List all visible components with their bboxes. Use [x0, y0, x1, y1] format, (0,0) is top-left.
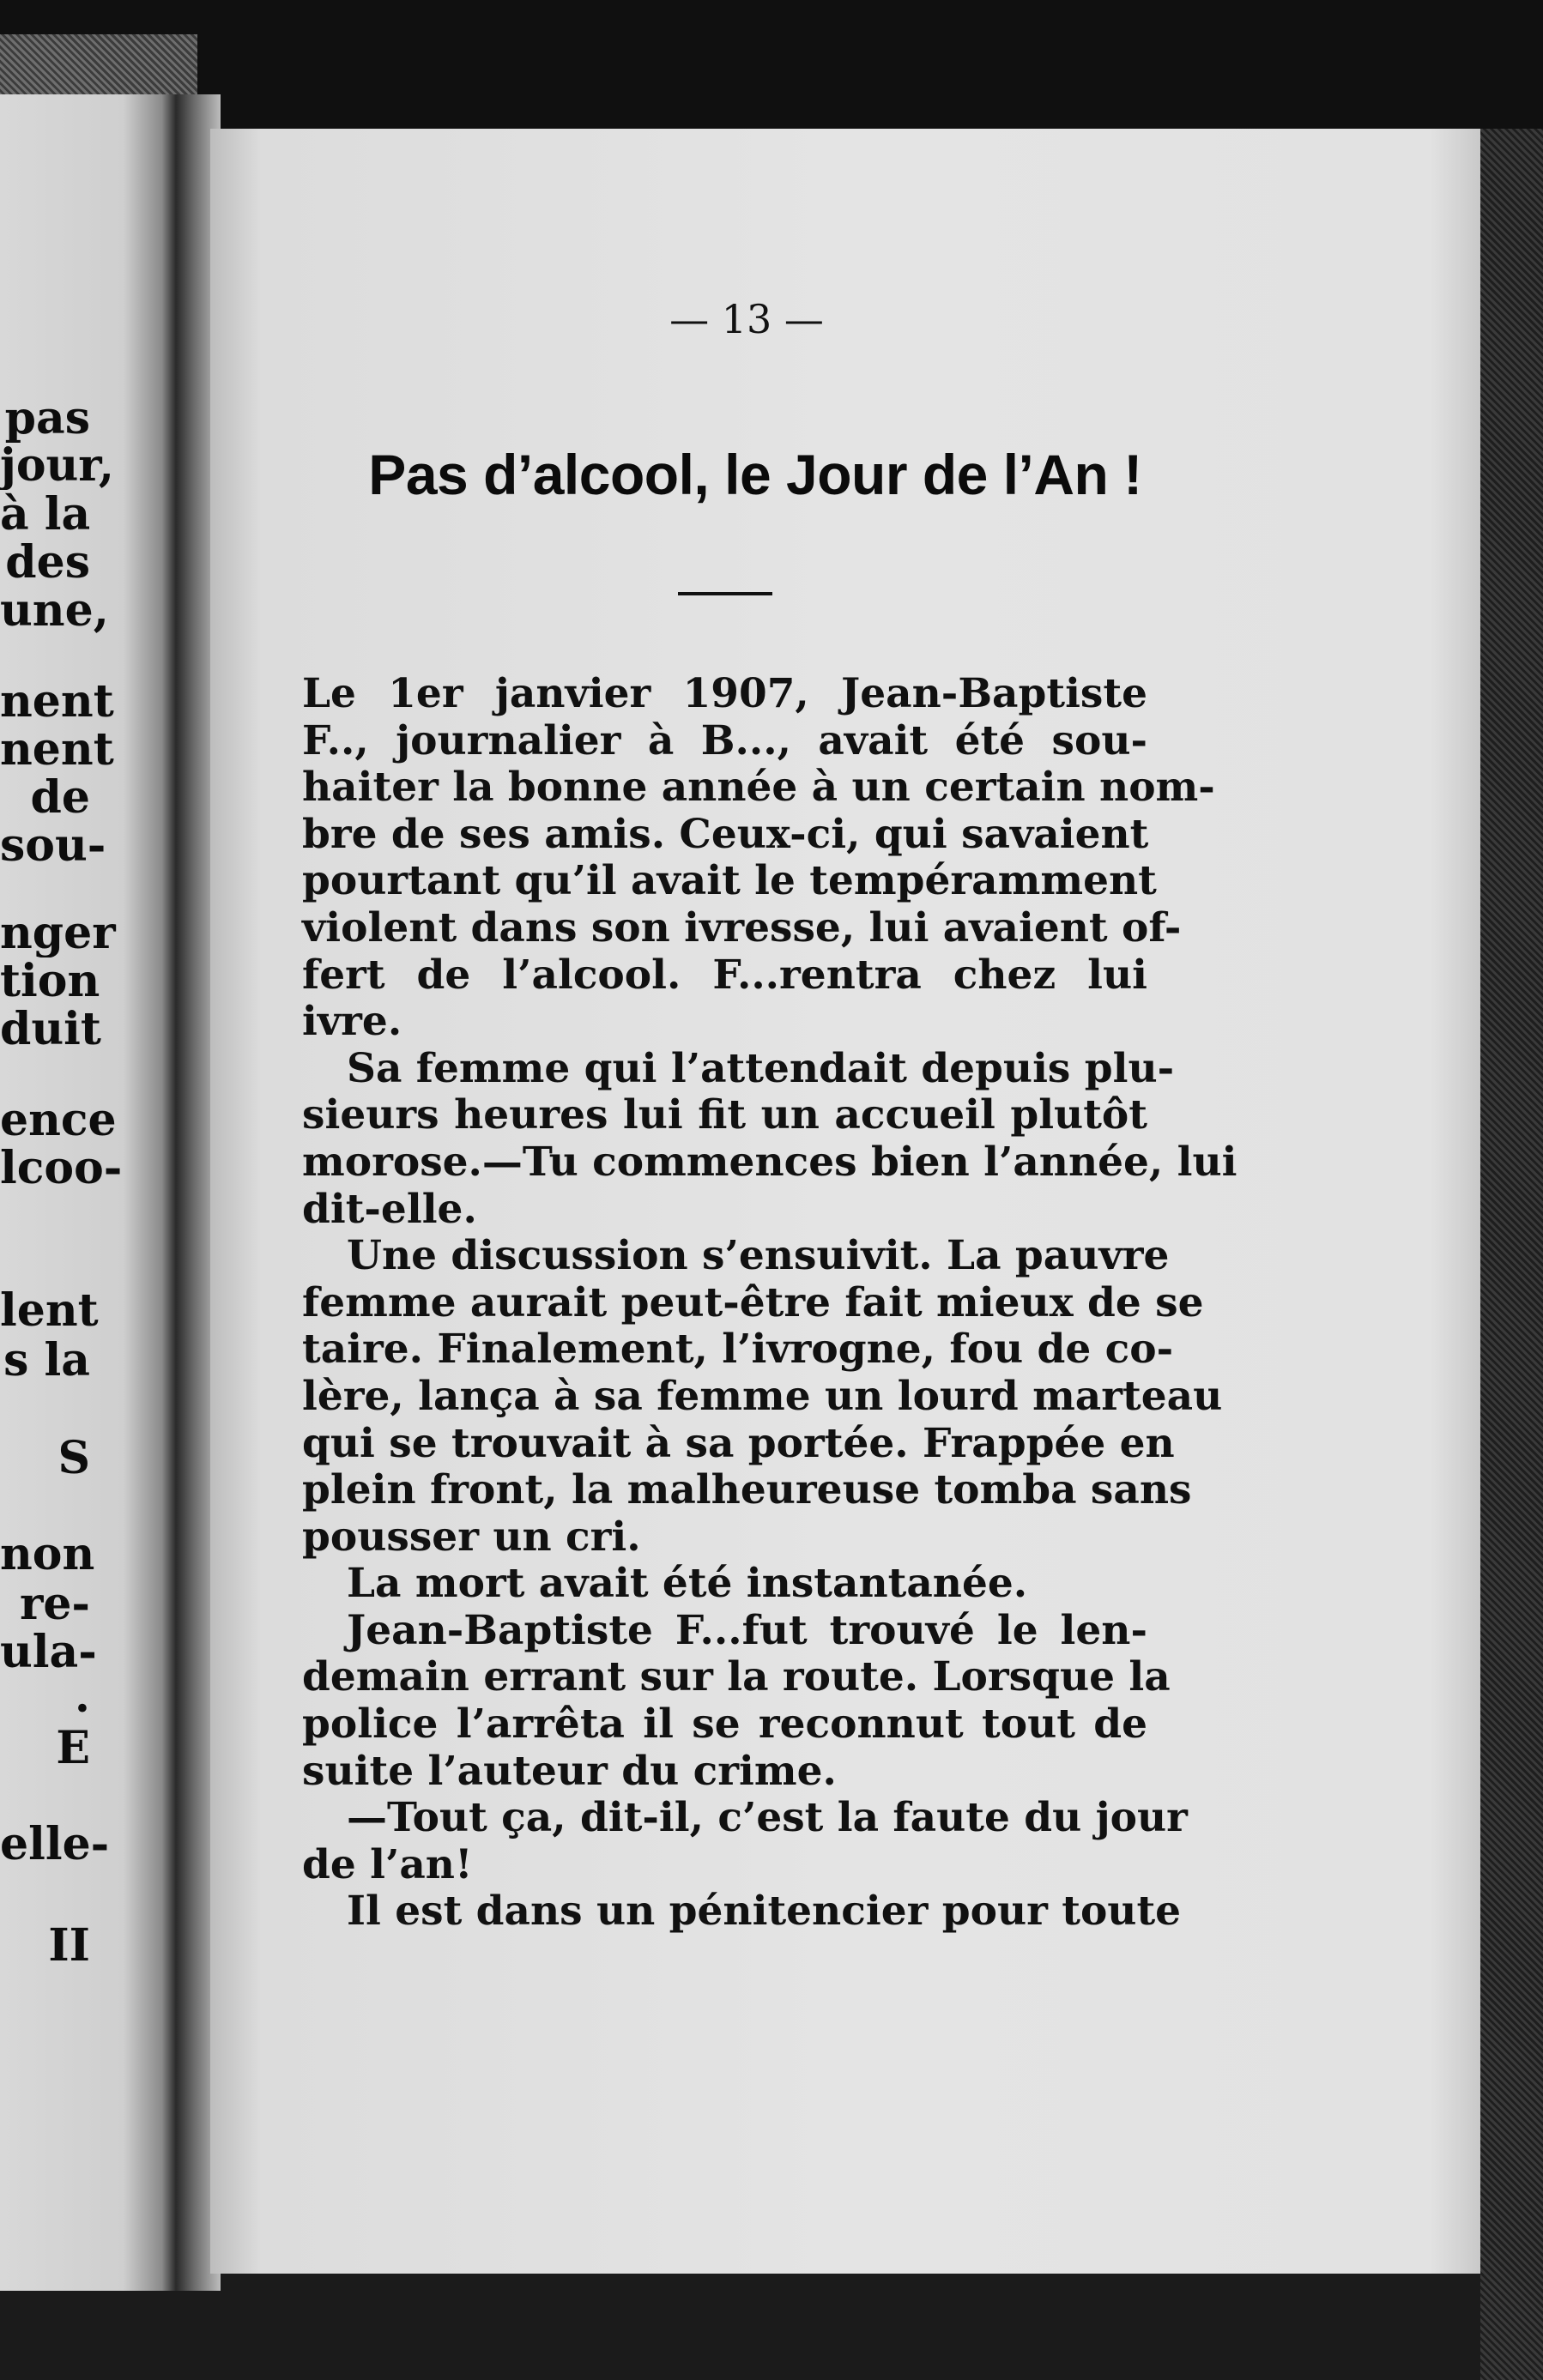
title-rule [678, 592, 772, 595]
left-page-fragment: une, [0, 587, 109, 635]
text-line: dit-elle. [302, 1185, 477, 1233]
left-page-fragment: S [57, 1435, 90, 1483]
text-line: lère, lança à sa femme un lourd marteau [302, 1372, 1223, 1420]
text-line: suite l’auteur du crime. [302, 1747, 837, 1795]
left-page-fragment: des [5, 539, 90, 587]
text-line: fert de l’alcool. F...rentra chez lui [302, 951, 1147, 999]
text-line: demain errant sur la route. Lorsque la [302, 1653, 1171, 1701]
book-cover-board [1480, 129, 1543, 2380]
left-page-fragment: ence [0, 1096, 117, 1145]
text-line: ivre. [302, 998, 402, 1046]
body-text [302, 670, 1237, 1936]
book-cover-edge [0, 34, 197, 103]
left-page-fragment: E [56, 1725, 90, 1773]
left-page-fragment: s la [3, 1337, 90, 1385]
text-line: La mort avait été instantanée. [347, 1560, 1028, 1608]
scan-background-top [0, 0, 1543, 129]
text-line: —Tout ça, dit-il, c’est la faute du jour [347, 1794, 1188, 1842]
left-page-fragment: elle- [0, 1821, 110, 1869]
left-page-fragment: à la [0, 491, 91, 539]
text-line: qui se trouvait à sa portée. Frappée en [302, 1419, 1175, 1467]
text-line: Il est dans un pénitencier pour toute [347, 1888, 1182, 1936]
text-line: Le 1er janvier 1907, Jean-Baptiste [302, 670, 1147, 717]
text-line: Sa femme qui l’attendait depuis plu- [347, 1044, 1175, 1092]
left-page-fragment: nger [0, 909, 116, 957]
left-page-fragment: pas [4, 395, 90, 443]
text-line: violent dans son ivresse, lui avaient of- [302, 903, 1182, 951]
text-line: taire. Finalement, l’ivrogne, fou de co- [302, 1326, 1174, 1374]
text-line: F.., journalier à B..., avait été sou- [302, 716, 1147, 764]
left-page-fragment: nent [0, 726, 114, 774]
left-page-fragment: lcoo- [0, 1145, 123, 1193]
left-page-fragment: tion [0, 957, 100, 1006]
left-page-fragment: lent [0, 1287, 99, 1335]
left-page-fragment: re- [19, 1580, 90, 1628]
chapter-title: Pas d’alcool, le Jour de l’An ! [368, 443, 1142, 506]
text-line: pousser un cri. [302, 1513, 641, 1561]
text-line: police l’arrêta il se reconnut tout de [302, 1700, 1147, 1749]
left-page-fragment: II [48, 1922, 90, 1970]
left-page [0, 94, 176, 2291]
left-page-fragment: non [0, 1531, 95, 1579]
left-page-fragment: . [74, 1673, 90, 1721]
text-line: haiter la bonne année à un certain nom- [302, 764, 1215, 812]
left-page-fragment: sou- [0, 822, 106, 870]
text-line: bre de ses amis. Ceux-ci, qui savaient [302, 810, 1149, 858]
left-page-fragment: ula- [0, 1628, 97, 1676]
text-line: morose.—Tu commences bien l’année, lui [302, 1138, 1237, 1186]
text-line: Jean-Baptiste F...fut trouvé le len- [347, 1606, 1147, 1654]
text-line: pourtant qu’il avait le tempéramment [302, 857, 1157, 905]
left-page-fragment: jour, [0, 442, 115, 490]
left-page-fragment: de [30, 774, 90, 822]
left-page-fragment: duit [0, 1006, 101, 1054]
text-line: Une discussion s’ensuivit. La pauvre [347, 1232, 1170, 1280]
text-line: de l’an! [302, 1840, 473, 1888]
text-line: sieurs heures lui fit un accueil plutôt [302, 1091, 1147, 1139]
text-line: femme aurait peut-être fait mieux de se [302, 1278, 1204, 1326]
text-line: plein front, la malheureuse tomba sans [302, 1466, 1192, 1514]
page-number: — 13 — [669, 296, 824, 342]
left-page-fragment: nent [0, 678, 114, 726]
